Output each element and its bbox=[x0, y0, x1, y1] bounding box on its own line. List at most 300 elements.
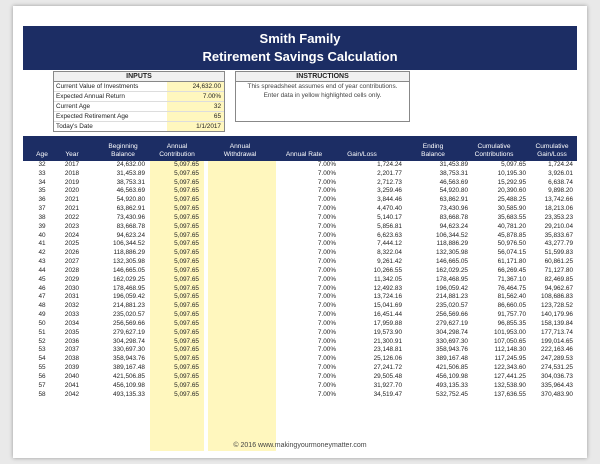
age-cell: 46 bbox=[38, 284, 46, 292]
contribution-cell[interactable]: 5,097.65 bbox=[174, 337, 199, 345]
year-cell: 2037 bbox=[64, 346, 80, 354]
gain-loss-cell: 1,724.24 bbox=[377, 161, 402, 168]
gain-loss-cell: 4,470.40 bbox=[377, 205, 402, 213]
gain-loss-cell: 34,519.47 bbox=[373, 390, 402, 398]
ending-balance-cell: 456,109.98 bbox=[436, 372, 468, 380]
beginning-balance-cell: 54,920.80 bbox=[116, 196, 145, 204]
cumulative-contributions-cell: 122,343.60 bbox=[494, 364, 526, 372]
rate-cell: 7.00% bbox=[317, 178, 336, 186]
beginning-balance-cell: 214,881.23 bbox=[113, 302, 145, 310]
gain-loss-cell: 12,492.83 bbox=[373, 284, 402, 292]
year-cell: 2028 bbox=[64, 266, 80, 274]
copyright-footer: © 2016 www.makingyourmoneymatter.com bbox=[233, 442, 367, 449]
age-cell: 57 bbox=[38, 381, 46, 389]
age-cell: 39 bbox=[38, 222, 46, 230]
table-row bbox=[23, 346, 577, 355]
gain-loss-cell: 2,201.77 bbox=[377, 169, 402, 177]
year-cell: 2031 bbox=[64, 293, 80, 301]
beginning-balance-cell: 83,668.78 bbox=[116, 222, 145, 230]
table-row bbox=[23, 276, 577, 285]
cumulative-gain-loss-cell: 9,898.20 bbox=[548, 187, 573, 195]
cumulative-contributions-cell: 66,269.45 bbox=[497, 266, 526, 274]
rate-cell: 7.00% bbox=[317, 266, 336, 274]
table-row bbox=[23, 232, 577, 241]
cumulative-gain-loss-cell: 304,036.73 bbox=[541, 372, 573, 380]
beginning-balance-cell: 94,623.24 bbox=[116, 231, 145, 239]
ending-balance-cell: 63,862.91 bbox=[439, 196, 468, 204]
age-cell: 37 bbox=[38, 205, 46, 213]
ending-balance-cell: 235,020.57 bbox=[436, 302, 468, 310]
table-header bbox=[23, 136, 577, 161]
age-cell: 42 bbox=[38, 249, 46, 257]
age-cell: 36 bbox=[38, 196, 46, 204]
table-row bbox=[23, 161, 577, 170]
age-cell: 47 bbox=[38, 293, 46, 301]
beginning-balance-cell: 162,029.25 bbox=[113, 275, 145, 283]
col-header-beginning-balance: Beginning Balance bbox=[108, 143, 138, 158]
title-banner bbox=[23, 26, 577, 70]
input-row-date bbox=[54, 122, 224, 131]
cumulative-contributions-cell: 45,878.85 bbox=[497, 231, 526, 239]
ending-balance-cell: 73,430.96 bbox=[439, 205, 468, 213]
cumulative-contributions-cell: 127,441.25 bbox=[494, 372, 526, 380]
cumulative-contributions-cell: 71,367.10 bbox=[497, 275, 526, 283]
ending-balance-cell: 31,453.89 bbox=[439, 161, 468, 168]
table-row bbox=[23, 285, 577, 294]
cumulative-contributions-cell: 15,292.95 bbox=[497, 178, 526, 186]
cumulative-contributions-cell: 40,781.20 bbox=[497, 222, 526, 230]
col-header-annual-contribution: Annual Contribution bbox=[159, 143, 195, 158]
cumulative-gain-loss-cell: 370,483.90 bbox=[541, 390, 573, 398]
beginning-balance-cell: 235,020.57 bbox=[113, 311, 145, 319]
gain-loss-cell: 7,444.12 bbox=[377, 240, 402, 248]
contribution-cell[interactable]: 5,097.65 bbox=[174, 381, 199, 389]
contribution-cell[interactable]: 5,097.65 bbox=[174, 187, 199, 195]
table-row bbox=[23, 329, 577, 338]
cumulative-gain-loss-cell: 35,833.67 bbox=[544, 231, 573, 239]
beginning-balance-cell: 389,167.48 bbox=[113, 364, 145, 372]
col-header-cumulative-gain-loss: Cumulative Gain/Loss bbox=[535, 143, 569, 158]
rate-cell: 7.00% bbox=[317, 372, 336, 380]
beginning-balance-cell: 132,305.98 bbox=[113, 258, 145, 266]
ending-balance-cell: 118,886.29 bbox=[436, 240, 468, 248]
cumulative-gain-loss-cell: 94,962.67 bbox=[544, 284, 573, 292]
year-cell: 2018 bbox=[64, 169, 80, 177]
cumulative-contributions-cell: 56,074.15 bbox=[497, 249, 526, 257]
gain-loss-cell: 16,451.44 bbox=[373, 311, 402, 319]
contribution-cell[interactable]: 5,097.65 bbox=[174, 258, 199, 266]
cumulative-gain-loss-cell: 6,638.74 bbox=[548, 178, 573, 186]
year-cell: 2040 bbox=[64, 372, 80, 380]
rate-cell: 7.00% bbox=[317, 381, 336, 389]
cumulative-gain-loss-cell: 18,213.06 bbox=[544, 205, 573, 213]
beginning-balance-cell: 256,569.66 bbox=[113, 319, 145, 327]
spreadsheet-page bbox=[13, 6, 587, 458]
gain-loss-cell: 27,241.72 bbox=[373, 364, 402, 372]
table-row bbox=[23, 223, 577, 232]
rate-cell: 7.00% bbox=[317, 293, 336, 301]
table-row bbox=[23, 214, 577, 223]
rate-cell: 7.00% bbox=[317, 161, 336, 168]
input-row-investments bbox=[54, 82, 224, 92]
year-cell: 2019 bbox=[64, 178, 80, 186]
contribution-cell[interactable]: 5,097.65 bbox=[174, 364, 199, 372]
table-row bbox=[23, 205, 577, 214]
gain-loss-cell: 3,844.46 bbox=[377, 196, 402, 204]
input-label: Expected Annual Return bbox=[56, 93, 125, 100]
age-cell: 44 bbox=[38, 266, 46, 274]
table-row bbox=[23, 338, 577, 347]
age-cell: 52 bbox=[38, 337, 46, 345]
input-label: Expected Retirement Age bbox=[56, 113, 129, 120]
ending-balance-cell: 94,623.24 bbox=[439, 222, 468, 230]
age-cell: 51 bbox=[38, 328, 46, 336]
contribution-cell[interactable]: 5,097.65 bbox=[174, 284, 199, 292]
rate-cell: 7.00% bbox=[317, 275, 336, 283]
beginning-balance-cell: 63,862.91 bbox=[116, 205, 145, 213]
rate-cell: 7.00% bbox=[317, 169, 336, 177]
table-row bbox=[23, 382, 577, 391]
table-row bbox=[23, 249, 577, 258]
age-cell: 55 bbox=[38, 364, 46, 372]
cumulative-contributions-cell: 91,757.70 bbox=[497, 311, 526, 319]
inputs-box bbox=[53, 71, 225, 132]
cumulative-contributions-cell: 96,855.35 bbox=[497, 319, 526, 327]
age-cell: 54 bbox=[38, 355, 46, 363]
gain-loss-cell: 9,261.42 bbox=[377, 258, 402, 266]
contribution-cell[interactable]: 5,097.65 bbox=[174, 169, 199, 177]
beginning-balance-cell: 421,506.85 bbox=[113, 372, 145, 380]
age-cell: 33 bbox=[38, 169, 46, 177]
beginning-balance-cell: 31,453.89 bbox=[116, 169, 145, 177]
contribution-cell[interactable]: 5,097.65 bbox=[174, 311, 199, 319]
table-row bbox=[23, 267, 577, 276]
cumulative-contributions-cell: 137,636.55 bbox=[494, 390, 526, 398]
year-cell: 2039 bbox=[64, 364, 80, 372]
gain-loss-cell: 29,505.48 bbox=[373, 372, 402, 380]
year-cell: 2030 bbox=[64, 284, 80, 292]
col-header-gain-loss: Gain/Loss bbox=[347, 150, 377, 158]
contribution-cell[interactable]: 5,097.65 bbox=[174, 346, 199, 354]
year-cell: 2025 bbox=[64, 240, 80, 248]
gain-loss-cell: 11,342.05 bbox=[374, 275, 402, 283]
rate-cell: 7.00% bbox=[317, 337, 336, 345]
ending-balance-cell: 214,881.23 bbox=[436, 293, 468, 301]
inputs-header: INPUTS bbox=[54, 72, 224, 82]
year-cell: 2029 bbox=[64, 275, 80, 283]
col-header-year: Year bbox=[65, 150, 79, 158]
rate-cell: 7.00% bbox=[317, 205, 336, 213]
year-cell: 2017 bbox=[64, 161, 80, 168]
table-row bbox=[23, 364, 577, 373]
contribution-cell[interactable]: 5,097.65 bbox=[174, 328, 199, 336]
retirement-age-input[interactable]: 65 bbox=[167, 112, 224, 121]
ending-balance-cell: 178,468.95 bbox=[436, 275, 468, 283]
cumulative-gain-loss-cell: 222,163.46 bbox=[541, 346, 573, 354]
contribution-cell[interactable]: 5,097.65 bbox=[174, 178, 199, 186]
gain-loss-cell: 13,724.16 bbox=[373, 293, 402, 301]
age-cell: 45 bbox=[38, 275, 46, 283]
ending-balance-cell: 146,665.05 bbox=[436, 258, 468, 266]
cumulative-gain-loss-cell: 13,742.66 bbox=[544, 196, 573, 204]
gain-loss-cell: 5,140.17 bbox=[377, 213, 402, 221]
contribution-cell[interactable]: 5,097.65 bbox=[174, 372, 199, 380]
year-cell: 2038 bbox=[64, 355, 80, 363]
year-cell: 2026 bbox=[64, 249, 80, 257]
ending-balance-cell: 83,668.78 bbox=[439, 213, 468, 221]
contribution-cell[interactable]: 5,097.65 bbox=[174, 302, 199, 310]
age-cell: 58 bbox=[38, 390, 46, 398]
table-row bbox=[23, 179, 577, 188]
cumulative-gain-loss-cell: 43,277.79 bbox=[544, 240, 573, 248]
cumulative-gain-loss-cell: 60,861.25 bbox=[544, 258, 573, 266]
rate-cell: 7.00% bbox=[317, 187, 336, 195]
ending-balance-cell: 46,563.69 bbox=[439, 178, 468, 186]
table-body bbox=[23, 161, 577, 451]
table-row bbox=[23, 293, 577, 302]
rate-cell: 7.00% bbox=[317, 346, 336, 354]
table-row bbox=[23, 196, 577, 205]
age-cell: 40 bbox=[38, 231, 46, 239]
cumulative-gain-loss-cell: 29,210.04 bbox=[544, 222, 573, 230]
cumulative-contributions-cell: 10,195.30 bbox=[497, 169, 526, 177]
cumulative-contributions-cell: 81,562.40 bbox=[497, 293, 526, 301]
rate-cell: 7.00% bbox=[317, 196, 336, 204]
beginning-balance-cell: 46,563.69 bbox=[116, 187, 145, 195]
cumulative-gain-loss-cell: 177,713.74 bbox=[541, 328, 573, 336]
gain-loss-cell: 2,712.73 bbox=[377, 178, 402, 186]
rate-cell: 7.00% bbox=[317, 319, 336, 327]
gain-loss-cell: 10,266.55 bbox=[373, 266, 402, 274]
ending-balance-cell: 304,298.74 bbox=[436, 328, 468, 336]
contribution-cell[interactable]: 5,097.65 bbox=[174, 293, 199, 301]
gain-loss-cell: 3,259.46 bbox=[377, 187, 402, 195]
table-row bbox=[23, 355, 577, 364]
cumulative-gain-loss-cell: 1,724.24 bbox=[548, 161, 573, 168]
todays-date-input[interactable]: 1/1/2017 bbox=[167, 122, 224, 131]
cumulative-contributions-cell: 117,245.95 bbox=[494, 355, 526, 363]
input-label: Current Value of Investments bbox=[56, 83, 139, 90]
age-cell: 35 bbox=[38, 187, 46, 195]
contribution-cell[interactable]: 5,097.65 bbox=[174, 196, 199, 204]
contribution-cell[interactable]: 5,097.65 bbox=[174, 249, 199, 257]
beginning-balance-cell: 493,135.33 bbox=[113, 390, 145, 398]
gain-loss-cell: 15,041.69 bbox=[373, 302, 402, 310]
ending-balance-cell: 358,943.76 bbox=[436, 346, 468, 354]
rate-cell: 7.00% bbox=[317, 231, 336, 239]
contribution-cell[interactable]: 5,097.65 bbox=[174, 240, 199, 248]
age-cell: 34 bbox=[38, 178, 46, 186]
ending-balance-cell: 162,029.25 bbox=[436, 266, 468, 274]
age-cell: 43 bbox=[38, 258, 46, 266]
cumulative-contributions-cell: 107,050.65 bbox=[494, 337, 526, 345]
year-cell: 2020 bbox=[64, 187, 80, 195]
ending-balance-cell: 256,569.66 bbox=[436, 311, 468, 319]
contribution-cell[interactable]: 5,097.65 bbox=[174, 266, 199, 274]
year-cell: 2036 bbox=[64, 337, 80, 345]
cumulative-gain-loss-cell: 199,014.65 bbox=[541, 337, 573, 345]
gain-loss-cell: 31,927.70 bbox=[373, 381, 402, 389]
calculation-title: Retirement Savings Calculation bbox=[202, 49, 398, 64]
cumulative-contributions-cell: 86,660.05 bbox=[497, 302, 526, 310]
ending-balance-cell: 421,506.85 bbox=[436, 364, 468, 372]
cumulative-gain-loss-cell: 3,926.01 bbox=[548, 169, 573, 177]
cumulative-gain-loss-cell: 274,531.25 bbox=[541, 364, 573, 372]
age-cell: 48 bbox=[38, 302, 46, 310]
savings-table bbox=[23, 136, 577, 451]
year-cell: 2024 bbox=[64, 231, 80, 239]
rate-cell: 7.00% bbox=[317, 302, 336, 310]
cumulative-contributions-cell: 76,464.75 bbox=[497, 284, 526, 292]
cumulative-contributions-cell: 132,538.90 bbox=[494, 381, 526, 389]
col-header-annual-withdrawal: Annual Withdrawal bbox=[223, 143, 257, 158]
table-row bbox=[23, 240, 577, 249]
cumulative-contributions-cell: 35,683.55 bbox=[497, 213, 526, 221]
table-row bbox=[23, 302, 577, 311]
year-cell: 2033 bbox=[64, 311, 80, 319]
col-header-cumulative-contributions: Cumulative Contributions bbox=[474, 143, 514, 158]
cumulative-contributions-cell: 101,953.00 bbox=[494, 328, 526, 336]
contribution-cell[interactable]: 5,097.65 bbox=[174, 222, 199, 230]
contribution-cell[interactable]: 5,097.65 bbox=[174, 231, 199, 239]
gain-loss-cell: 8,322.04 bbox=[377, 249, 402, 257]
contribution-cell[interactable]: 5,097.65 bbox=[174, 275, 199, 283]
ending-balance-cell: 196,059.42 bbox=[436, 284, 468, 292]
age-cell: 41 bbox=[38, 240, 46, 248]
col-header-ending-balance: Ending Balance bbox=[421, 143, 445, 158]
year-cell: 2021 bbox=[64, 196, 80, 204]
cumulative-contributions-cell: 61,171.80 bbox=[497, 258, 526, 266]
rate-cell: 7.00% bbox=[317, 364, 336, 372]
cumulative-gain-loss-cell: 335,964.43 bbox=[541, 381, 573, 389]
table-row bbox=[23, 258, 577, 267]
cumulative-gain-loss-cell: 140,179.96 bbox=[541, 311, 573, 319]
rate-cell: 7.00% bbox=[317, 213, 336, 221]
beginning-balance-cell: 106,344.52 bbox=[113, 240, 145, 248]
cumulative-contributions-cell: 30,585.90 bbox=[497, 205, 526, 213]
contribution-cell[interactable]: 5,097.65 bbox=[174, 213, 199, 221]
beginning-balance-cell: 38,753.31 bbox=[116, 178, 145, 186]
contribution-cell[interactable]: 5,097.65 bbox=[174, 319, 199, 327]
beginning-balance-cell: 196,059.42 bbox=[113, 293, 145, 301]
gain-loss-cell: 6,623.63 bbox=[377, 231, 402, 239]
ending-balance-cell: 389,167.48 bbox=[436, 355, 468, 363]
gain-loss-cell: 21,300.91 bbox=[373, 337, 402, 345]
year-cell: 2021 bbox=[64, 205, 80, 213]
table-row bbox=[23, 170, 577, 179]
table-row bbox=[23, 373, 577, 382]
age-cell: 49 bbox=[38, 311, 46, 319]
beginning-balance-cell: 73,430.96 bbox=[116, 213, 145, 221]
gain-loss-cell: 5,856.81 bbox=[377, 222, 402, 230]
contribution-cell[interactable]: 5,097.65 bbox=[174, 205, 199, 213]
rate-cell: 7.00% bbox=[317, 284, 336, 292]
cumulative-gain-loss-cell: 71,127.80 bbox=[544, 266, 573, 274]
family-title: Smith Family bbox=[259, 31, 341, 46]
ending-balance-cell: 532,752.45 bbox=[436, 390, 468, 398]
rate-cell: 7.00% bbox=[317, 222, 336, 230]
annual-return-input[interactable]: 7.00% bbox=[167, 92, 224, 101]
rate-cell: 7.00% bbox=[317, 390, 336, 398]
ending-balance-cell: 132,305.98 bbox=[436, 249, 468, 257]
gain-loss-cell: 25,126.06 bbox=[373, 355, 402, 363]
beginning-balance-cell: 146,665.05 bbox=[113, 266, 145, 274]
gain-loss-cell: 19,573.90 bbox=[373, 328, 402, 336]
beginning-balance-cell: 330,697.30 bbox=[113, 346, 145, 354]
year-cell: 2034 bbox=[64, 319, 80, 327]
gain-loss-cell: 23,148.81 bbox=[373, 346, 402, 354]
age-cell: 38 bbox=[38, 213, 46, 221]
cumulative-gain-loss-cell: 51,599.83 bbox=[544, 249, 573, 257]
beginning-balance-cell: 118,886.29 bbox=[113, 249, 145, 257]
contribution-cell[interactable]: 5,097.65 bbox=[174, 390, 199, 398]
gain-loss-cell: 17,959.88 bbox=[373, 319, 402, 327]
year-cell: 2023 bbox=[64, 222, 80, 230]
contribution-cell[interactable]: 5,097.65 bbox=[174, 355, 199, 363]
input-label: Today's Date bbox=[56, 123, 93, 130]
instructions-line: This spreadsheet assumes end of year contributions. bbox=[247, 83, 398, 90]
beginning-balance-cell: 304,298.74 bbox=[113, 337, 145, 345]
beginning-balance-cell: 279,627.19 bbox=[113, 328, 145, 336]
beginning-balance-cell: 456,109.98 bbox=[113, 381, 145, 389]
cumulative-gain-loss-cell: 123,728.52 bbox=[541, 302, 573, 310]
rate-cell: 7.00% bbox=[317, 249, 336, 257]
age-cell: 56 bbox=[38, 372, 46, 380]
input-row-retirement bbox=[54, 112, 224, 122]
year-cell: 2042 bbox=[64, 390, 80, 398]
year-cell: 2035 bbox=[64, 328, 80, 336]
cumulative-gain-loss-cell: 247,289.53 bbox=[541, 355, 573, 363]
rate-cell: 7.00% bbox=[317, 311, 336, 319]
year-cell: 2041 bbox=[64, 381, 80, 389]
age-cell: 53 bbox=[38, 346, 46, 354]
age-cell: 50 bbox=[38, 319, 46, 327]
ending-balance-cell: 330,697.30 bbox=[436, 337, 468, 345]
ending-balance-cell: 38,753.31 bbox=[439, 169, 468, 177]
instructions-line: Enter data in yellow highlighted cells only. bbox=[263, 92, 382, 99]
table-row bbox=[23, 187, 577, 196]
year-cell: 2032 bbox=[64, 302, 80, 310]
year-cell: 2027 bbox=[64, 258, 80, 266]
cumulative-contributions-cell: 112,148.30 bbox=[494, 346, 526, 354]
current-value-input[interactable]: 24,632.00 bbox=[167, 82, 224, 91]
rate-cell: 7.00% bbox=[317, 328, 336, 336]
contribution-cell[interactable]: 5,097.65 bbox=[174, 161, 199, 168]
col-header-annual-rate: Annual Rate bbox=[285, 150, 323, 158]
table-row bbox=[23, 391, 577, 400]
cumulative-gain-loss-cell: 23,353.23 bbox=[544, 213, 573, 221]
col-header-age: Age bbox=[36, 150, 48, 158]
rate-cell: 7.00% bbox=[317, 355, 336, 363]
age-cell: 32 bbox=[38, 161, 46, 168]
beginning-balance-cell: 358,943.76 bbox=[113, 355, 145, 363]
rate-cell: 7.00% bbox=[317, 258, 336, 266]
cumulative-gain-loss-cell: 82,469.85 bbox=[544, 275, 573, 283]
instructions-header: INSTRUCTIONS bbox=[236, 72, 409, 82]
table-row bbox=[23, 320, 577, 329]
input-row-age bbox=[54, 102, 224, 112]
cumulative-gain-loss-cell: 158,139.84 bbox=[541, 319, 573, 327]
rate-cell: 7.00% bbox=[317, 240, 336, 248]
instructions-box bbox=[235, 71, 410, 122]
ending-balance-cell: 279,627.19 bbox=[436, 319, 468, 327]
year-cell: 2022 bbox=[64, 213, 80, 221]
table-row bbox=[23, 311, 577, 320]
ending-balance-cell: 493,135.33 bbox=[436, 381, 468, 389]
current-age-input[interactable]: 32 bbox=[167, 102, 224, 111]
ending-balance-cell: 54,920.80 bbox=[439, 187, 468, 195]
input-row-return bbox=[54, 92, 224, 102]
